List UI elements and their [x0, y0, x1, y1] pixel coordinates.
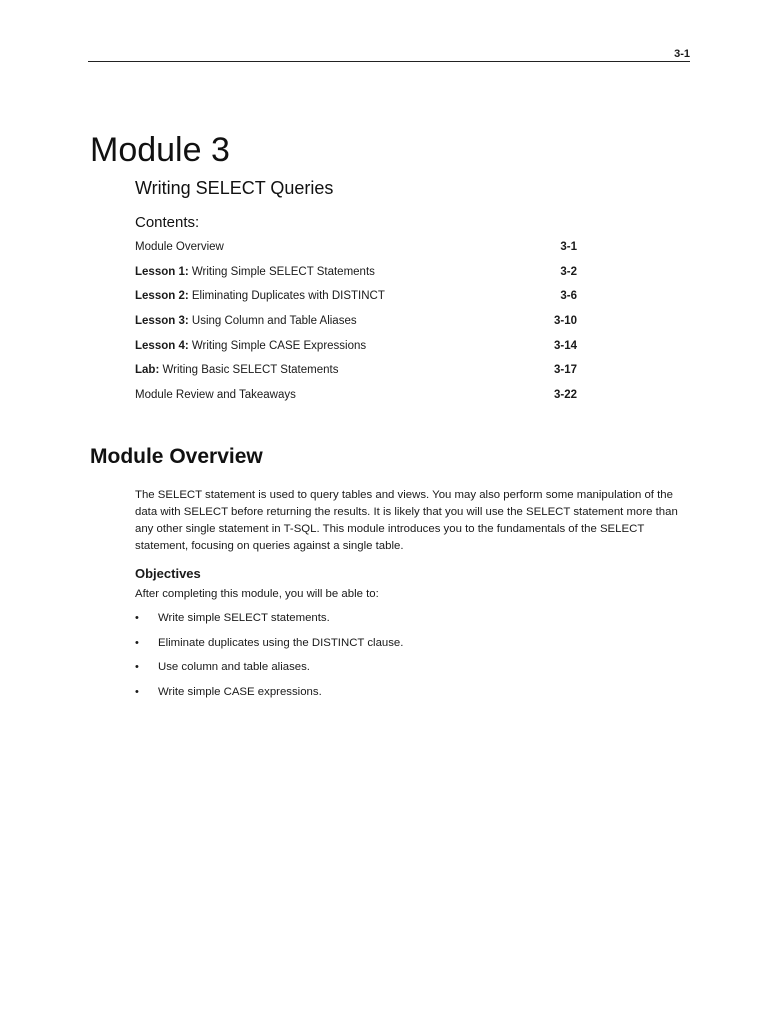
contents-heading: Contents: [135, 214, 200, 231]
toc-entry-lesson-2 [135, 284, 577, 309]
toc-entry-page: 3-17 [553, 364, 577, 377]
objective-text: Use column and table aliases. [158, 661, 310, 674]
toc-entry-page: 3-1 [560, 241, 577, 253]
toc-entry-label [135, 334, 366, 358]
table-of-contents [135, 235, 577, 408]
page-number: 3-1 [674, 48, 690, 60]
toc-entry-label [135, 383, 296, 407]
header-rule [88, 61, 690, 62]
list-item [135, 608, 690, 633]
bullet-icon: • [135, 661, 139, 674]
bullet-icon: • [135, 636, 139, 649]
list-item [135, 657, 690, 682]
toc-entry-text: Writing Simple CASE Expressions [188, 339, 367, 352]
toc-entry-prefix: Lab: [135, 364, 160, 377]
toc-entry-prefix: Lesson 1: [135, 265, 189, 278]
toc-entry-label [135, 235, 224, 259]
toc-entry-text: Writing Simple SELECT Statements [188, 265, 375, 278]
toc-entry-text: Module Review and Takeaways [135, 389, 296, 402]
toc-entry-page: 3-2 [560, 265, 577, 278]
toc-entry-label [135, 358, 338, 382]
toc-entry-lab [135, 358, 577, 383]
toc-entry-page: 3-22 [553, 389, 577, 402]
toc-entry-module-review [135, 383, 577, 408]
toc-entry-label [135, 260, 375, 284]
objectives-list [135, 608, 690, 707]
toc-entry-text: Writing Basic SELECT Statements [159, 364, 339, 377]
toc-entry-text: Module Overview [135, 241, 224, 253]
list-item [135, 682, 690, 707]
objective-text: Eliminate duplicates using the DISTINCT clause. [158, 636, 404, 649]
objectives-heading: Objectives [135, 566, 201, 581]
toc-entry-text: Using Column and Table Aliases [188, 315, 357, 328]
overview-paragraph: The SELECT statement is used to query tables and views. You may also perform some manipulation of the data with SELECT before returning the results. It is likely that you will use the SELECT statement more than any other single statement in T-SQL. This module introduces you to the fundamentals of the SELECT statement, focusing on queries against a single table. [135, 489, 678, 552]
toc-entry-prefix: Lesson 4: [135, 339, 189, 352]
section-heading-module-overview: Module Overview [90, 445, 263, 468]
toc-entry-text: Eliminating Duplicates with DISTINCT [188, 290, 385, 303]
module-title: Module 3 [90, 131, 230, 169]
bullet-icon: • [135, 686, 139, 699]
toc-entry-label [135, 309, 357, 333]
objectives-lead: After completing this module, you will be able to: [135, 588, 379, 600]
toc-entry-lesson-4 [135, 334, 577, 359]
bullet-icon: • [135, 612, 139, 624]
toc-entry-module-overview [135, 235, 577, 260]
toc-entry-lesson-3 [135, 309, 577, 334]
toc-entry-prefix: Lesson 3: [135, 315, 189, 328]
list-item [135, 633, 690, 658]
toc-entry-page: 3-10 [553, 315, 577, 328]
toc-entry-page: 3-14 [553, 339, 577, 352]
objective-text: Write simple CASE expressions. [158, 686, 322, 699]
toc-entry-label [135, 284, 385, 308]
module-subtitle: Writing SELECT Queries [135, 178, 334, 198]
objective-text: Write simple SELECT statements. [158, 612, 330, 624]
toc-entry-page: 3-6 [560, 290, 577, 303]
toc-entry-lesson-1 [135, 260, 577, 285]
toc-entry-prefix: Lesson 2: [135, 290, 189, 303]
